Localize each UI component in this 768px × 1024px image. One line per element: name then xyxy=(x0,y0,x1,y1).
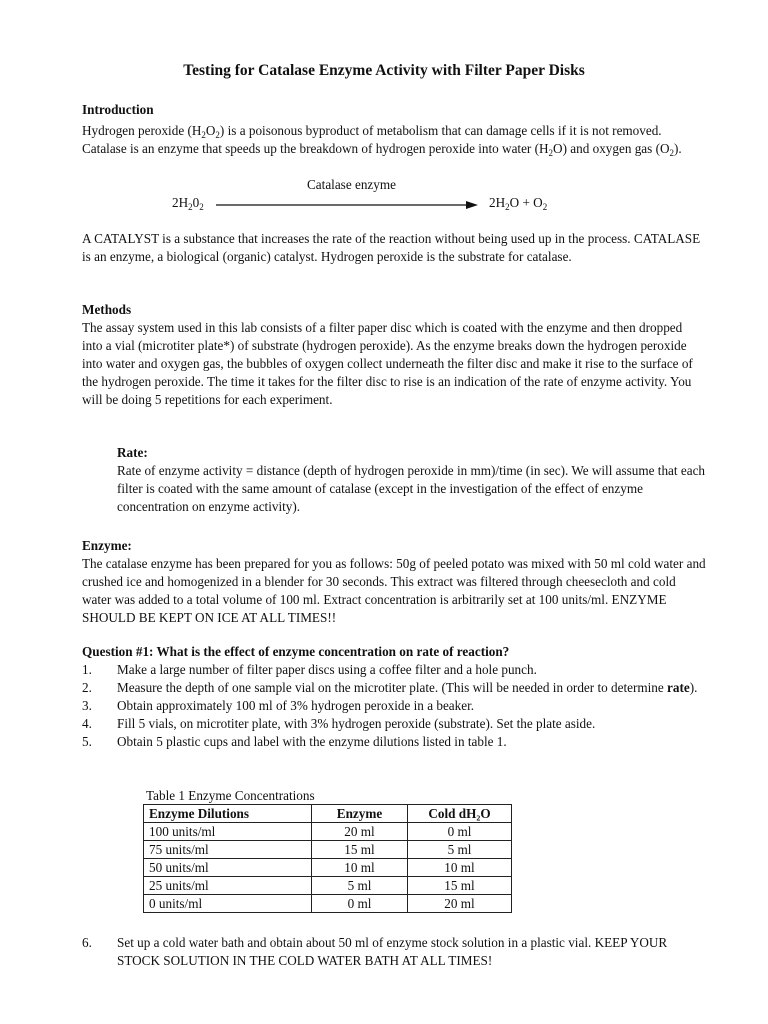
equation-reactant: $2H_20_2$ xyxy=(172,195,204,212)
methods-heading: Methods xyxy=(82,302,132,317)
list-item: 6. Set up a cold water bath and obtain about 50 ml of enzyme stock solution in a plastic vial. KEEP YOUR STOCK SOLUTION IN THE COLD WATER BATH AT ALL TIMES! xyxy=(82,935,668,968)
table-cell: 75 units/ml xyxy=(144,841,312,859)
enzyme-heading: Enzyme: xyxy=(82,538,132,553)
reaction-arrow-icon xyxy=(216,201,478,209)
list-item: 4. Fill 5 vials, on microtiter plate, with 3% hydrogen peroxide (substrate). Set the plate aside. xyxy=(82,716,596,731)
introduction-paragraph: Hydrogen peroxide $(H_2O_2)$ is a poisonous byproduct of metabolism that can damage cells if it is not removed. Catalase is an enzyme that speeds up the breakdown of hydrogen peroxide into water $(H_2O)$ and oxygen gas $(O_2)$. xyxy=(82,123,682,158)
table-cell: 15 ml xyxy=(408,877,512,895)
table-cell: 5 ml xyxy=(408,841,512,859)
table-cell: 5 ml xyxy=(312,877,408,895)
list-item: 2. Measure the depth of one sample vial on the microtiter plate. (This will be needed in order to determine rate). xyxy=(82,680,698,695)
table-row xyxy=(144,823,512,841)
table-row xyxy=(144,841,512,859)
table-cell: 20 ml xyxy=(408,895,512,913)
column-header: Cold dH₂O xyxy=(408,805,512,823)
table-cell: 10 ml xyxy=(408,859,512,877)
procedure-steps-list-continued xyxy=(82,934,706,970)
methods-paragraph: The assay system used in this lab consists of a filter paper disc which is coated with the enzyme and then dropped into a vial (microtiter plate*) of substrate (hydrogen peroxide). As the enzyme breaks down the hydrogen peroxide into water and oxygen gas, the bubbles of oxygen collect underneath the filter disc and make it rise to the surface of the hydrogen peroxide. The time it takes for the filter disc to rise is an indication of the rate of enzyme activity. You will be doing 5 repetitions for each experiment. xyxy=(82,320,693,407)
table-cell: 100 units/ml xyxy=(144,823,312,841)
list-item: 3. Obtain approximately 100 ml of 3% hydrogen peroxide in a beaker. xyxy=(82,698,475,713)
table-row xyxy=(144,877,512,895)
rate-paragraph: Rate of enzyme activity = distance (depth of hydrogen peroxide in mm)/time (in sec). We will assume that each filter is coated with the same amount of catalase (except in the investigation of the effect of enzyme concentration on enzyme activity). xyxy=(117,463,706,514)
table-cell: 0 ml xyxy=(312,895,408,913)
equation-products: $2H_2O + O_2$ xyxy=(489,195,548,212)
column-header: Enzyme xyxy=(312,805,408,823)
introduction-heading: Introduction xyxy=(82,102,154,117)
enzyme-concentrations-table xyxy=(143,804,512,913)
list-item: 1. Make a large number of filter paper discs using a coffee filter and a hole punch. xyxy=(82,662,537,677)
rate-heading: Rate: xyxy=(117,445,148,460)
table-cell: 20 ml xyxy=(312,823,408,841)
question-heading: Question #1: What is the effect of enzyme concentration on rate of reaction? xyxy=(82,644,510,659)
catalyst-paragraph: A CATALYST is a substance that increases the rate of the reaction without being used up in the process. CATALASE is an enzyme, a biological (organic) catalyst. Hydrogen peroxide is the substrate for catalase. xyxy=(82,231,701,264)
table-cell: 0 units/ml xyxy=(144,895,312,913)
document-title: Testing for Catalase Enzyme Activity with Filter Paper Disks xyxy=(183,62,585,79)
table-header-row xyxy=(144,805,512,823)
list-item: 5. Obtain 5 plastic cups and label with the enzyme dilutions listed in table 1. xyxy=(82,734,507,749)
table-cell: 15 ml xyxy=(312,841,408,859)
enzyme-paragraph: The catalase enzyme has been prepared for you as follows: 50g of peeled potato was mixed with 50 ml cold water and crushed ice and homogenized in a blender for 30 seconds. This extract was filtered through cheesecloth and cold water was added to a total volume of 100 ml. Extract concentration is arbitrarily set at 100 units/ml. ENZYME SHOULD BE KEPT ON ICE AT ALL TIMES!! xyxy=(82,556,706,625)
column-header: Enzyme Dilutions xyxy=(144,805,312,823)
equation-catalyst-label: Catalase enzyme xyxy=(307,177,396,192)
table-caption: Table 1 Enzyme Concentrations xyxy=(146,788,315,803)
procedure-steps-list xyxy=(82,661,706,751)
table-row xyxy=(144,859,512,877)
table-row xyxy=(144,895,512,913)
table-cell: 25 units/ml xyxy=(144,877,312,895)
table-cell: 50 units/ml xyxy=(144,859,312,877)
table-cell: 10 ml xyxy=(312,859,408,877)
table-cell: 0 ml xyxy=(408,823,512,841)
